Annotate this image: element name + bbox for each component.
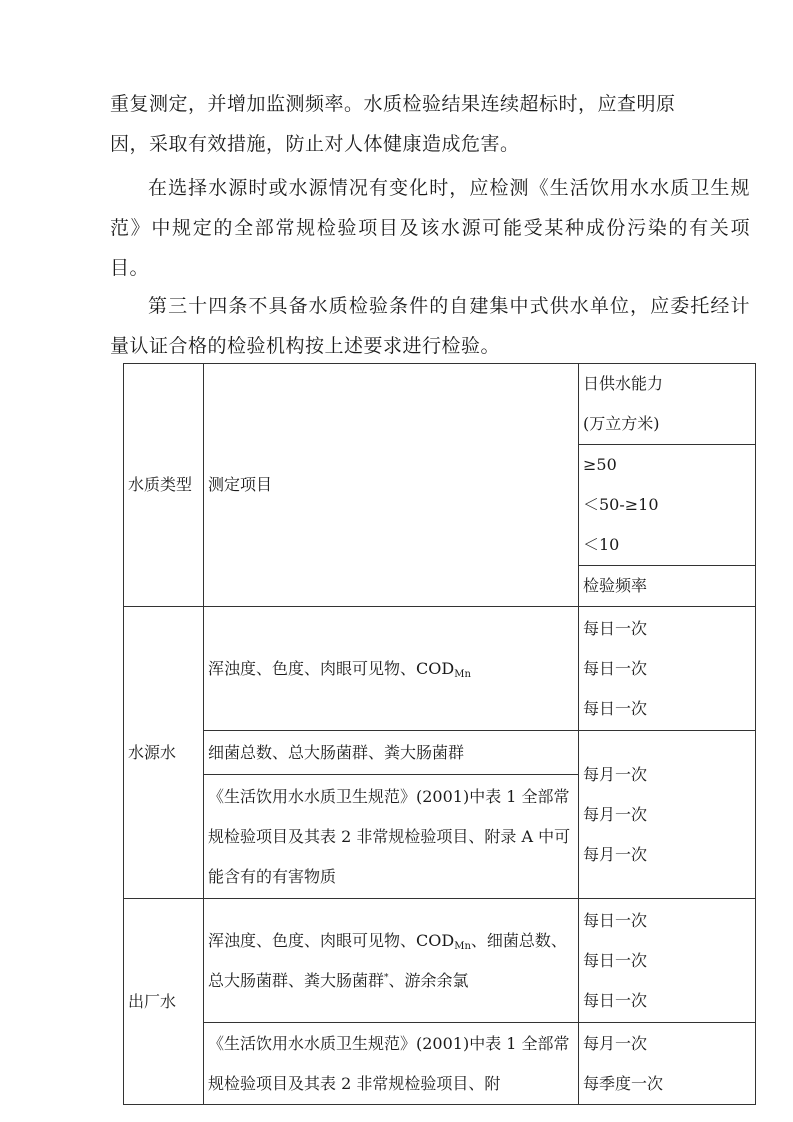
frequency-value: 每月一次 [583, 764, 648, 784]
factory-freq-periodic [579, 1023, 756, 1105]
header-capacity-ranges [579, 445, 756, 566]
header-test-item: 测定项目 [204, 364, 579, 607]
frequency-value: 每月一次 [583, 844, 648, 864]
factory-item-physical [204, 899, 579, 1023]
item-subscript: Mn [454, 940, 471, 952]
frequency-value: 每日一次 [583, 990, 648, 1010]
frequency-value: 每日一次 [583, 698, 648, 718]
source-freq-monthly [579, 731, 756, 899]
item-text: 浑浊度、色度、肉眼可见物、COD [208, 658, 455, 678]
capacity-range: ＜50-≥10 [583, 495, 659, 514]
capacity-range: ≥50 [583, 455, 617, 474]
frequency-value: 每日一次 [583, 618, 648, 638]
paragraph-source-testing: 在选择水源时或水源情况有变化时，应检测《生活饮用水水质卫生规范》中规定的全部常规检验项目及该水源可能受某种成份污染的有关项目。 [110, 177, 750, 279]
type-source-water: 水源水 [124, 607, 204, 899]
source-item-physical [204, 607, 579, 731]
source-freq-daily [579, 607, 756, 731]
capacity-range: ＜10 [583, 535, 620, 554]
frequency-value: 每日一次 [583, 950, 648, 970]
item-text: 、细菌总数、总大肠菌群、粪大肠菌群 [208, 930, 567, 990]
paragraph-article-34: 第三十四条不具备水质检验条件的自建集中式供水单位，应委托经计量认证合格的检验机构按上述要求进行检验。 [110, 295, 750, 357]
header-water-type: 水质类型 [124, 364, 204, 607]
paragraph-continuation [110, 84, 750, 164]
frequency-value: 每日一次 [583, 910, 648, 930]
capacity-label: 日供水能力 [583, 374, 664, 393]
type-factory-water: 出厂水 [124, 899, 204, 1105]
item-text: 浑浊度、色度、肉眼可见物、COD [208, 930, 455, 950]
source-item-full-spec: 《生活饮用水水质卫生规范》(2001)中表 1 全部常规检验项目及其表 2 非常规检验项目、附录 A 中可能含有的有害物质 [204, 775, 579, 899]
capacity-unit: (万立方米) [583, 414, 660, 433]
frequency-value: 每季度一次 [583, 1073, 664, 1093]
text-line: 因，采取有效措施，防止对人体健康造成危害。 [110, 133, 520, 155]
factory-freq-daily [579, 899, 756, 1023]
header-capacity [579, 364, 756, 445]
item-text: 、游余余氯 [388, 970, 469, 990]
text-line: 重复测定，并增加监测频率。水质检验结果连续超标时，应查明原 [110, 93, 676, 115]
source-item-bacteria: 细菌总数、总大肠菌群、粪大肠菌群 [204, 731, 579, 775]
header-frequency: 检验频率 [579, 566, 756, 607]
water-quality-table [123, 363, 756, 1105]
factory-item-full-spec: 《生活饮用水水质卫生规范》(2001)中表 1 全部常规检验项目及其表 2 非常规检验项目、附 [204, 1023, 579, 1105]
frequency-value: 每月一次 [583, 1033, 648, 1053]
frequency-value: 每日一次 [583, 658, 648, 678]
frequency-value: 每月一次 [583, 804, 648, 824]
item-subscript: Mn [454, 668, 471, 680]
item-superscript: * [384, 972, 389, 983]
